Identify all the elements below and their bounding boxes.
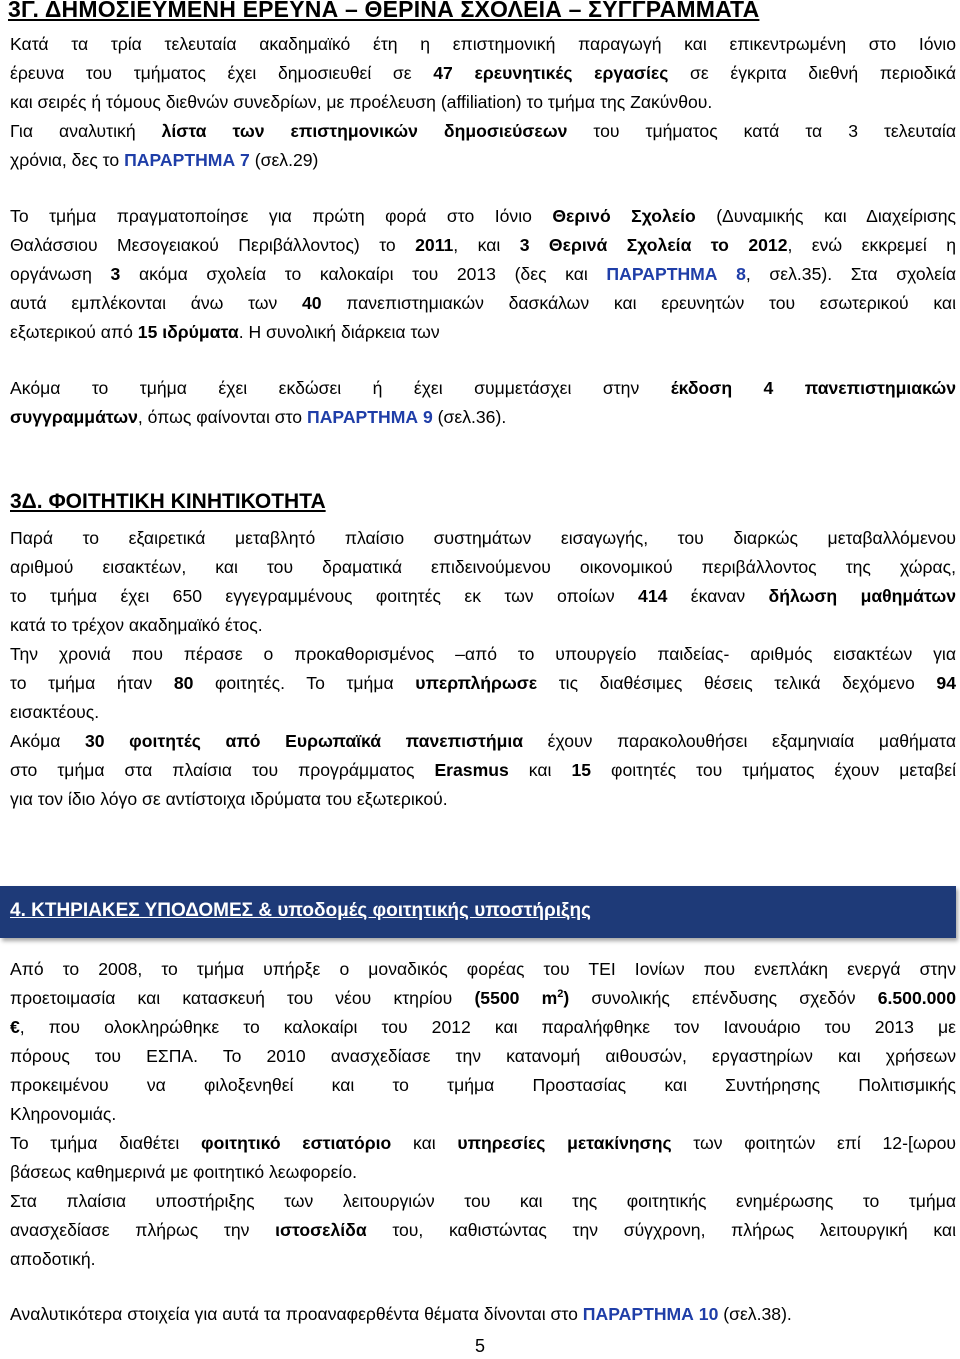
appendix-7-link[interactable]: ΠΑΡΑΡΤΗΜΑ 7	[124, 150, 250, 170]
appendix-8-link[interactable]: ΠΑΡΑΡΤΗΜΑ 8	[606, 264, 746, 284]
text-line: Για αναλυτική λίστα των επιστημονικών δημοσιεύσεων του τμήματος κατά τα 3 τελευταία	[10, 121, 956, 141]
text-line: €, που ολοκληρώθηκε το καλοκαίρι του 2012 και παραλήφθηκε τον Ιανουάριο του 2013 με	[10, 1017, 956, 1037]
text-line: στο τμήμα στα πλαίσια του προγράμματος Erasmus και 15 φοιτητές του τμήματος έχουν μεταβεί	[10, 760, 956, 780]
section-4-reference	[10, 1300, 956, 1329]
section-4-heading: 4. ΚΤΗΡΙΑΚΕΣ ΥΠΟΔΟΜΕΣ & υποδομές φοιτητικής υποστήριξης	[10, 900, 591, 921]
text-line: έρευνα του τμήματος έχει δημοσιευθεί σε 47 ερευνητικές εργασίες σε έγκριτα διεθνή περιοδικά	[10, 63, 956, 83]
text-line: το τμήμα έχει 650 εγγεγραμμένους φοιτητές εκ των οποίων 414 έκαναν δήλωση μαθημάτων	[10, 586, 956, 606]
text-line: Παρά το εξαιρετικά μεταβλητό πλαίσιο συστημάτων εισαγωγής, του διαρκώς μεταβαλλόμενου	[10, 528, 956, 548]
appendix-9-link[interactable]: ΠΑΡΑΡΤΗΜΑ 9	[306, 407, 433, 427]
text-line: Κληρονομιάς.	[10, 1104, 117, 1124]
text-line: Ακόμα το τμήμα έχει εκδώσει ή έχει συμμετάσχει στην έκδοση 4 πανεπιστημιακών	[10, 378, 956, 398]
text-line: προκειμένου να φιλοξενηθεί και το τμήμα Προστασίας και Συντήρησης Πολιτισμικής	[10, 1075, 956, 1095]
text-line: βάσεως καθημερινά με φοιτητικό λεωφορείο.	[10, 1162, 357, 1182]
text-line: το τμήμα ήταν 80 φοιτητές. Το τμήμα υπερπλήρωσε τις διαθέσιμες θέσεις τελικά δεχόμενο 94	[10, 673, 956, 693]
section-3g-paragraph-3	[10, 374, 956, 432]
text-line: Το τμήμα διαθέτει φοιτητικό εστιατόριο και υπηρεσίες μετακίνησης των φοιτητών επί 12-[ωρου	[10, 1133, 956, 1153]
text-line: Το τμήμα πραγματοποίησε για πρώτη φορά στο Ιόνιο Θερινό Σχολείο (Δυναμικής και Διαχείρισης	[10, 206, 956, 226]
text-line: και σειρές ή τόμους διεθνών συνεδρίων, με προέλευση (affiliation) το τμήμα της Ζακύνθου.	[10, 92, 713, 112]
text-line: εισακτέους.	[10, 702, 100, 722]
appendix-10-link[interactable]: ΠΑΡΑΡΤΗΜΑ 10	[582, 1304, 719, 1324]
text-line: ανασχεδίασε πλήρως την ιστοσελίδα του, καθιστώντας την σύγχρονη, πλήρως λειτουργική και	[10, 1220, 956, 1240]
text-line: εξωτερικού από 15 ιδρύματα. Η συνολική διάρκεια των	[10, 322, 440, 342]
text-line: συγγραμμάτων, όπως φαίνονται στο ΠΑΡΑΡΤΗΜΑ 9 (σελ.36).	[10, 407, 507, 427]
text-line: Στα πλαίσια υποστήριξης των λειτουργιών του και της φοιτητικής ενημέρωσης το τμήμα	[10, 1191, 956, 1211]
section-4-banner	[0, 886, 956, 938]
text-line: για τον ίδιο λόγο σε αντίστοιχα ιδρύματα του εξωτερικού.	[10, 789, 448, 809]
text-line: προετοιμασία και κατασκευή του νέου κτηρίου (5500 $m^2$) συνολικής επένδυσης σχεδόν 6.500.000	[10, 988, 956, 1008]
text-line: κατά το τρέχον ακαδημαϊκό έτος.	[10, 615, 263, 635]
text-line: πόρους του ΕΣΠΑ. Το 2010 ανασχεδίασε την κατανομή αιθουσών, εργαστηρίων και χρήσεων	[10, 1046, 956, 1066]
text-line: Από το 2008, το τμήμα υπήρξε ο μοναδικός φορέας του ΤΕΙ Ιονίων που ενεπλάκη ενεργά στην	[10, 959, 956, 979]
section-3d-heading: 3Δ. ΦΟΙΤΗΤΙΚΗ ΚΙΝΗΤΙΚΟΤΗΤΑ	[10, 490, 326, 513]
section-3d-body	[10, 524, 956, 814]
text-line: Αναλυτικότερα στοιχεία για αυτά τα προαναφερθέντα θέματα δίνονται στο ΠΑΡΑΡΤΗΜΑ 10 (σελ.38).	[10, 1304, 792, 1324]
section-3g-paragraph-2	[10, 202, 956, 347]
section-4-body	[10, 955, 956, 1274]
text-line: αριθμού εισακτέων, και του δραματικά επιδεινούμενου οικονομικού περιβάλλοντος της χώρας,	[10, 557, 956, 577]
section-3g-paragraph-1	[10, 30, 956, 175]
page-number: 5	[474, 1336, 485, 1356]
text-line: αυτά εμπλέκονται άνω των 40 πανεπιστημιακών δασκάλων και ερευνητών του εσωτερικού και	[10, 293, 956, 313]
text-line: Κατά τα τρία τελευταία ακαδημαϊκό έτη η επιστημονική παραγωγή και επικεντρωμένη στο Ιόνιο	[10, 34, 956, 54]
text-line: Ακόμα 30 φοιτητές από Ευρωπαϊκά πανεπιστήμια έχουν παρακολουθήσει εξαμηνιαία μαθήματα	[10, 731, 956, 751]
text-line: Την χρονιά που πέρασε ο προκαθορισμένος –από το υπουργείο παιδείας- αριθμός εισακτέων για	[10, 644, 956, 664]
text-line: χρόνια, δες το ΠΑΡΑΡΤΗΜΑ 7 (σελ.29)	[10, 150, 319, 170]
text-line: οργάνωση 3 ακόμα σχολεία το καλοκαίρι του 2013 (δες και ΠΑΡΑΡΤΗΜΑ 8, σελ.35). Στα σχολεία	[10, 264, 956, 284]
section-3g-heading: 3Γ. ΔΗΜΟΣΙΕΥΜΕΝΗ ΕΡΕΥΝΑ – ΘΕΡΙΝΑ ΣΧΟΛΕΙΑ – ΣΥΓΓΡΑΜΜΑΤΑ	[8, 0, 760, 22]
text-line: αποδοτική.	[10, 1249, 96, 1269]
text-line: Θαλάσσιου Μεσογειακού Περιβάλλοντος) το 2011, και 3 Θερινά Σχολεία το 2012, ενώ εκκρεμεί η	[10, 235, 956, 255]
